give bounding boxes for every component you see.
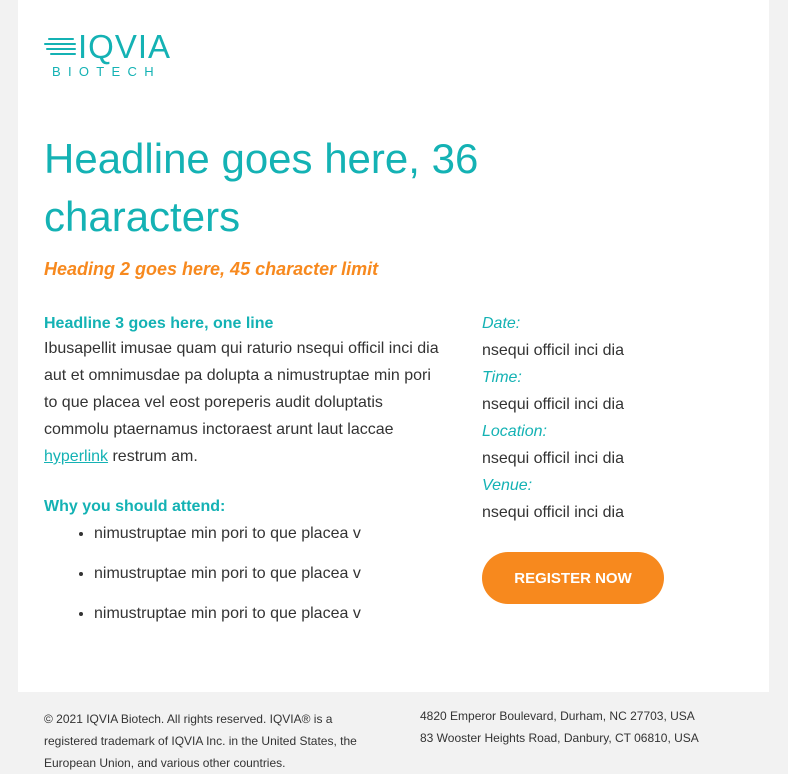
event-info <box>482 313 742 529</box>
headline-3: Headline 3 goes here, one line <box>44 315 274 332</box>
headline: Headline goes here, 36 characters <box>44 135 479 240</box>
logo-lines-icon <box>44 36 80 58</box>
location-label: Location: <box>482 423 547 440</box>
attend-title: Why you should attend: <box>44 498 226 515</box>
date-value: nsequi officil inci dia <box>482 342 625 359</box>
logo-wordmark: IQVIA <box>78 28 172 65</box>
copyright-line: registered trademark of IQVIA Inc. in the United States, the <box>44 734 357 748</box>
body-text-start: Ibusapellit imusae quam qui raturio nsequi officil inci dia aut et omnimusdae pa dolupta a nimustruptae min pori to que placea vel eost poreperis audit doluptatis commolu ptaernamus inctoraest arunt laut laccae <box>44 340 439 438</box>
footer <box>18 692 769 770</box>
body-paragraph <box>44 335 444 470</box>
venue-value: nsequi officil inci dia <box>482 504 625 521</box>
attend-list <box>44 522 444 626</box>
list-item: • nimustruptae min pori to que placea v <box>94 562 444 586</box>
copyright-line: © 2021 IQVIA Biotech. All rights reserved. IQVIA® is a <box>44 712 333 726</box>
logo-subtitle: BIOTECH <box>52 64 161 79</box>
address-line: 4820 Emperor Boulevard, Durham, NC 27703, USA <box>420 709 695 723</box>
location-value: nsequi officil inci dia <box>482 450 625 467</box>
register-now-button[interactable]: REGISTER NOW <box>482 552 664 604</box>
hyperlink[interactable]: hyperlink <box>44 448 109 465</box>
iqvia-biotech-logo <box>44 28 204 83</box>
heading-2: Heading 2 goes here, 45 character limit <box>44 259 379 279</box>
content-column <box>44 313 444 642</box>
body-text-end: restrum am. <box>108 448 198 465</box>
date-label: Date: <box>482 315 521 332</box>
list-item: • nimustruptae min pori to que placea v <box>94 522 444 546</box>
time-label: Time: <box>482 369 522 386</box>
copyright-line: European Union, and various other countries. <box>44 756 286 770</box>
address-line: 83 Wooster Heights Road, Danbury, CT 06810, USA <box>420 731 699 745</box>
footer-addresses <box>420 705 760 749</box>
footer-copyright <box>44 708 384 774</box>
list-item: • nimustruptae min pori to que placea v <box>94 602 444 626</box>
venue-label: Venue: <box>482 477 533 494</box>
time-value: nsequi officil inci dia <box>482 396 625 413</box>
